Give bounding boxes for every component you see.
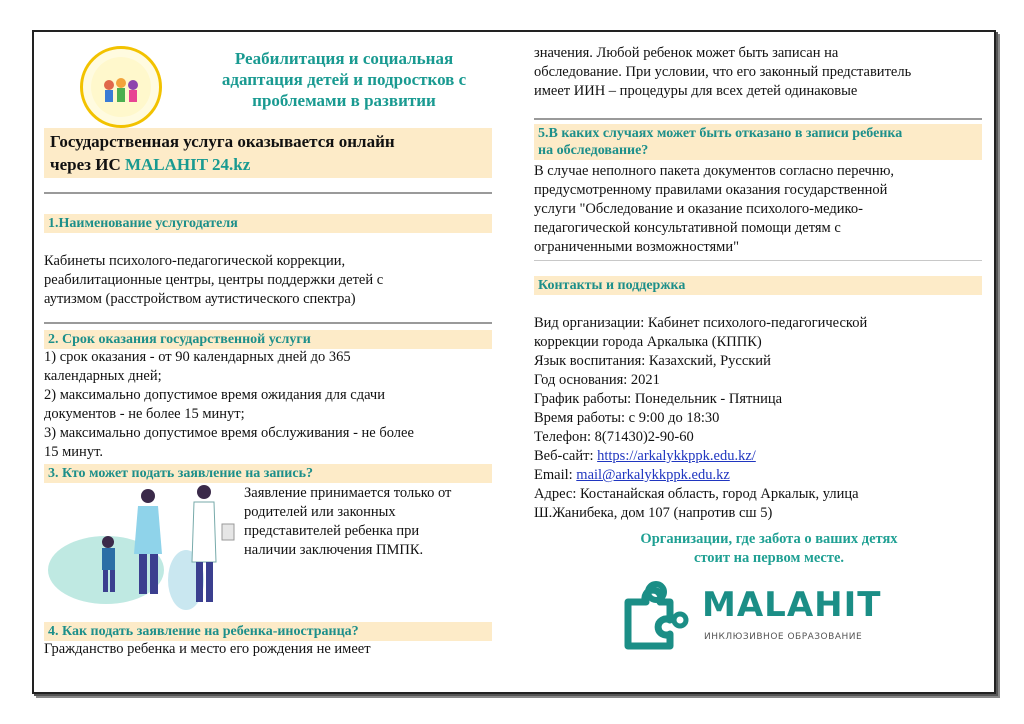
section-2-body: 1) срок оказания - от 90 календарных дней до 365 календарных дней; 2) максимально допустимое время ожидания для сдачи документов - не более 15 минут; 3) максимально допустимое время обслуживания - не более 15 минут. (44, 349, 414, 460)
malahit-logo (618, 580, 918, 660)
section-5-heading: 5.В каких случаях может быть отказано в записи ребенка на обследование? (534, 124, 982, 160)
divider (44, 322, 492, 324)
phone: Телефон: 8(71430)2-90-60 (534, 429, 694, 445)
slogan: Организации, где забота о ваших детях стоит на первом месте. (640, 531, 898, 566)
brochure-frame (32, 30, 996, 694)
divider (44, 192, 492, 194)
divider (534, 118, 982, 120)
work-schedule: График работы: Понедельник - Пятница (534, 391, 783, 407)
section-5-body: В случае неполного пакета документов согласно перечню, предусмотренному правилами оказания государственной услуги "Обследование и оказание психолого-медико- педагогической консультативной помощи детям с ограниченными возможностями" (534, 163, 895, 255)
puzzle-icon (618, 580, 698, 650)
malahit-brand-name: MALAHIT (702, 585, 882, 625)
section-2-heading: 2. Срок оказания государственной услуги (44, 330, 492, 349)
section-1-heading: 1.Наименование услугодателя (44, 214, 492, 233)
section-4-body: Гражданство ребенка и место его рождения не имеет (44, 641, 371, 657)
section-3-heading: 3. Кто может подать заявление на запись? (44, 464, 492, 483)
section-4-body-continued: значения. Любой ребенок может быть записан на обследование. При условии, что его законный представитель имеет ИИН – процедуры для всех детей одинаковые (534, 45, 912, 99)
malahit-tagline: ИНКЛЮЗИВНОЕ ОБРАЗОВАНИЕ (704, 632, 863, 642)
email-link[interactable]: mail@arkalykkppk.edu.kz (576, 467, 730, 483)
kppk-logo (80, 46, 162, 128)
family-doctor-illustration (46, 484, 236, 612)
founded-year: Год основания: 2021 (534, 372, 660, 388)
language: Язык воспитания: Казахский, Русский (534, 353, 771, 369)
section-1-body: Кабинеты психолого-педагогической коррекции, реабилитационные центры, центры поддержки детей с аутизмом (расстройством аутистического спектра) (44, 253, 384, 307)
website-link[interactable]: https://arkalykkppk.edu.kz/ (597, 448, 756, 464)
contacts-heading: Контакты и поддержка (534, 276, 982, 295)
divider (534, 260, 982, 261)
work-hours: Время работы: с 9:00 до 18:30 (534, 410, 720, 426)
section-4-heading: 4. Как подать заявление на ребенка-иностранца? (44, 622, 492, 641)
section-3-body: Заявление принимается только от родителей или законных представителей ребенка при наличии заключения ПМПК. (244, 485, 452, 558)
service-online-banner: Государственная услуга оказывается онлайн через ИС MALAHIT 24.kz (44, 128, 492, 178)
service-brand: MALAHIT 24.kz (124, 155, 251, 174)
contacts-body: Вид организации: Кабинет психолого-педагогической коррекции города Аркалыка (КППК) Язык воспитания: Казахский, Русский Год основания: 2021 График работы: Понедельник - Пятница Время работы: с 9:00 до 18:30 Телефон: 8(71430)2-90-60 Веб-сайт: https://arkalykkppk.edu.kz/ Email: mail@arkalykkppk.edu.kz Адрес: Костанайская область, город Аркалык, улица Ш.Жанибека, дом 107 (напротив сш 5) (534, 314, 982, 523)
page-title: Реабилитация и социальная адаптация детей и подростков с проблемами в развитии (221, 49, 467, 110)
